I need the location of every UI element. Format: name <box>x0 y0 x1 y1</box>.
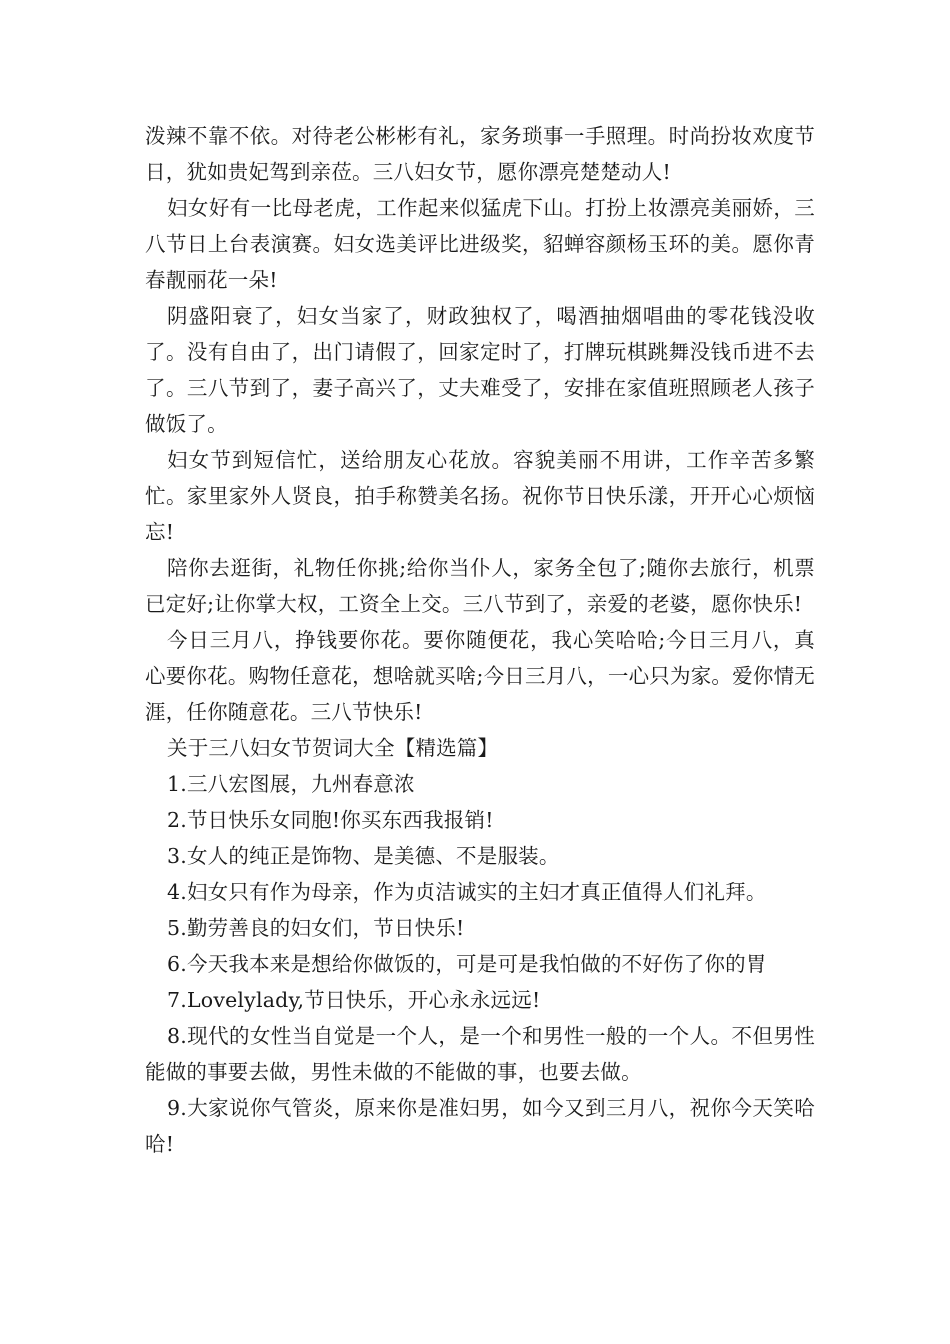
section-title: 关于三八妇女节贺词大全【精选篇】 <box>167 736 499 760</box>
list-item: 6.今天我本来是想给你做饭的，可是可是我怕做的不好伤了你的胃 <box>167 952 767 976</box>
paragraph-1: 泼辣不靠不依。对待老公彬彬有礼，家务琐事一手照理。时尚扮妆欢度节日，犹如贵妃驾到亲莅。三八妇女节，愿你漂亮楚楚动人! <box>145 124 815 184</box>
list-item: 3.女人的纯正是饰物、是美德、不是服装。 <box>167 844 560 868</box>
list-item: 5.勤劳善良的妇女们，节日快乐! <box>167 916 465 940</box>
paragraph-2: 妇女好有一比母老虎，工作起来似猛虎下山。打扮上妆漂亮美丽娇，三八节日上台表演赛。妇女选美评比进级奖，貂蝉容颜杨玉环的美。愿你青春靓丽花一朵! <box>145 196 815 292</box>
list-item: 1.三八宏图展，九州春意浓 <box>167 772 415 796</box>
paragraph-4: 妇女节到短信忙，送给朋友心花放。容貌美丽不用讲，工作辛苦多繁忙。家里家外人贤良，拍手称赞美名扬。祝你节日快乐漾，开开心心烦恼忘! <box>145 448 815 544</box>
paragraph-5: 陪你去逛街，礼物任你挑;给你当仆人，家务全包了;随你去旅行，机票已定好;让你掌大权，工资全上交。三八节到了，亲爱的老婆，愿你快乐! <box>145 556 815 616</box>
list-item: 7.Lovelylady,节日快乐，开心永永远远! <box>167 988 541 1012</box>
list-item: 8.现代的女性当自觉是一个人，是一个和男性一般的一个人。不但男性能做的事要去做，男性未做的不能做的事，也要去做。 <box>145 1024 815 1084</box>
paragraph-6: 今日三月八，挣钱要你花。要你随便花，我心笑哈哈;今日三月八，真心要你花。购物任意花，想啥就买啥;今日三月八，一心只为家。爱你情无涯，任你随意花。三八节快乐! <box>145 628 815 724</box>
list-item: 2.节日快乐女同胞!你买东西我报销! <box>167 808 494 832</box>
paragraph-3: 阴盛阳衰了，妇女当家了，财政独权了，喝酒抽烟唱曲的零花钱没收了。没有自由了，出门请假了，回家定时了，打牌玩棋跳舞没钱币进不去了。三八节到了，妻子高兴了，丈夫难受了，安排在家值班照顾老人孩子做饭了。 <box>145 304 815 436</box>
list-item: 4.妇女只有作为母亲，作为贞洁诚实的主妇才真正值得人们礼拜。 <box>167 880 767 904</box>
document-body <box>145 118 815 1162</box>
list-item: 9.大家说你气管炎，原来你是准妇男，如今又到三月八，祝你今天笑哈哈! <box>145 1096 815 1156</box>
